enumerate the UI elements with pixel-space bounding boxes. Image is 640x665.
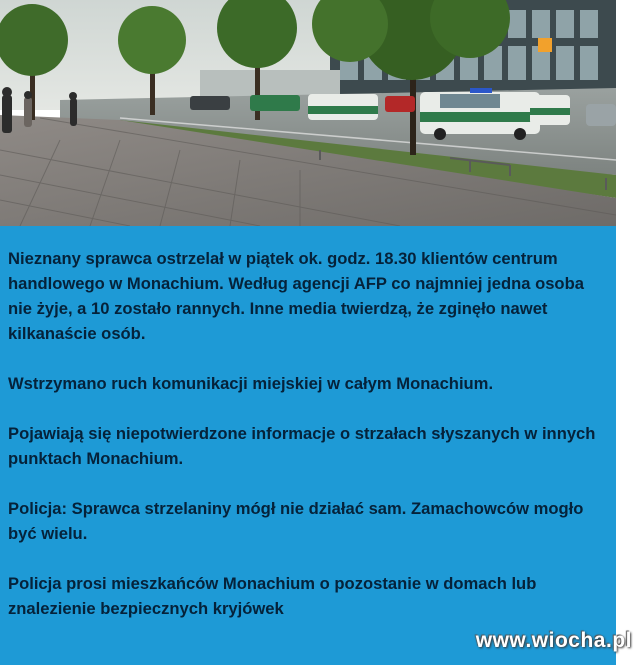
street-photo xyxy=(0,0,616,226)
news-panel xyxy=(0,226,616,665)
site-watermark: www.wiocha.pl xyxy=(475,629,632,652)
article-text xyxy=(8,246,604,646)
paragraph-police-stay-home: Policja prosi mieszkańców Monachium o pozostanie w domach lub znalezienie bezpiecznych kryjówek xyxy=(8,574,537,618)
paragraph-police-multiple-attackers: Policja: Sprawca strzelaniny mógł nie działać sam. Zamachowców mogło być wielu. xyxy=(8,499,584,543)
paragraph-transport-halt: Wstrzymano ruch komunikacji miejskiej w całym Monachium. xyxy=(8,374,494,393)
paragraph-attack-report: Nieznany sprawca ostrzelał w piątek ok. godz. 18.30 klientów centrum handlowego w Monachium. Według agencji AFP co najmniej jedna osoba nie żyje, a 10 zostało rannych. Inne media twierdzą, że zginęło nawet kilkanaście osób. xyxy=(8,249,584,343)
paragraph-unconfirmed-shots: Pojawiają się niepotwierdzone informacje o strzałach słyszanych w innych punktach Monachium. xyxy=(8,424,596,468)
street-scene-illustration xyxy=(0,0,616,226)
